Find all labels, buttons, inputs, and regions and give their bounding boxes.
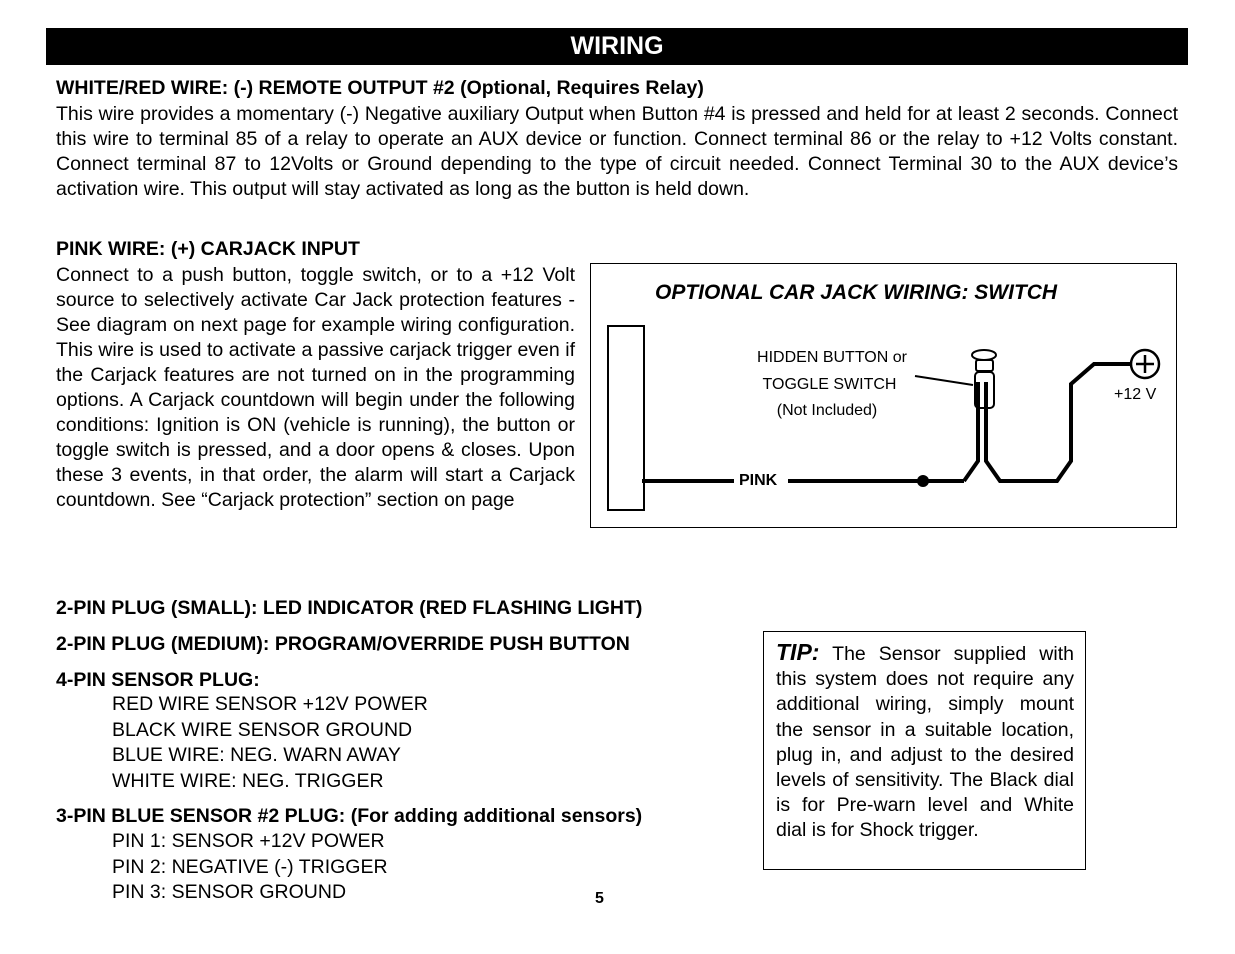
white-red-wire-description: This wire provides a momentary (-) Negative auxiliary Output when Button #4 is pressed and held for at least 2 seconds. Connect this wire to terminal 85 of a relay to operate an AUX device or function. Connect terminal 86 or the relay to +12 Volts constant. Connect terminal 87 to 12Volts or Ground depending to the type of circuit needed. Connect Terminal 30 to the AUX device’s activation wire. This output will stay activated as long as the button is held down. [56,103,1178,200]
wiring-schematic [591,264,1178,529]
tip-text [776,640,1074,844]
positive-terminal-icon [1131,350,1159,378]
blue-sensor-plug-heading: 3-PIN BLUE SENSOR #2 PLUG: (For adding additional sensors) [56,805,643,827]
wire-splice-dot [917,475,929,487]
diagram-title: OPTIONAL CAR JACK WIRING: SWITCH [655,281,1058,304]
switch-label-line-1: HIDDEN BUTTON or [757,349,907,366]
pink-wire-heading: PINK WIRE: (+) CARJACK INPUT [56,238,360,260]
white-red-wire-heading: WHITE/RED WIRE: (-) REMOTE OUTPUT #2 (Optional, Requires Relay) [56,77,704,99]
list-item: PIN 2: NEGATIVE (-) TRIGGER [112,855,388,878]
list-item: PIN 3: SENSOR GROUND [112,881,347,903]
tip-box [763,631,1086,870]
switch-label-line-2: TOGGLE SWITCH [762,376,897,393]
list-item: BLACK WIRE SENSOR GROUND [112,718,413,741]
switch-label-line-3: (Not Included) [776,402,878,419]
list-item: WHITE WIRE: NEG. TRIGGER [112,769,384,792]
blue-sensor-plug-list [112,829,388,906]
sensor-plug-heading: 4-PIN SENSOR PLUG: [56,669,260,691]
switch-callout-line [915,376,973,385]
tip-label: TIP: [776,639,820,665]
list-item: BLUE WIRE: NEG. WARN AWAY [112,744,401,766]
page-number: 5 [595,890,604,907]
alarm-module-outline [608,326,644,510]
sensor-plug-list [112,692,428,794]
voltage-label: +12 V [1114,386,1157,403]
program-plug-heading: 2-PIN PLUG (MEDIUM): PROGRAM/OVERRIDE PUSH BUTTON [56,633,630,655]
list-item: RED WIRE SENSOR +12V POWER [112,693,428,715]
pink-wire-label: PINK [739,472,778,489]
switch-wire-right [986,364,1131,481]
carjack-wiring-diagram [590,263,1177,528]
section-banner: WIRING [46,28,1188,65]
led-plug-heading: 2-PIN PLUG (SMALL): LED INDICATOR (RED FLASHING LIGHT) [56,597,643,619]
tip-body: The Sensor supplied with this system does not require any additional wiring, simply mount the sensor in a suitable location, plug in, and adjust to the desired levels of sensitivity. The Black dial is for Pre-warn level and White dial is for Shock trigger. [776,643,1074,842]
list-item: PIN 1: SENSOR +12V POWER [112,830,385,852]
pink-wire-description: Connect to a push button, toggle switch, or to a +12 Volt source to selectively activate Car Jack protection features - See diagram on next page for example wiring configuration. This wire is used to activate a passive carjack trigger even if the Carjack features are not turned on in the programming options. A Carjack countdown will begin under the following conditions: Ignition is ON (vehicle is running), the button or toggle switch is pressed, and a door opens & closes. Upon these 3 events, in that order, the alarm will start a Carjack countdown. See “Carjack protection” section on page [56,264,575,511]
